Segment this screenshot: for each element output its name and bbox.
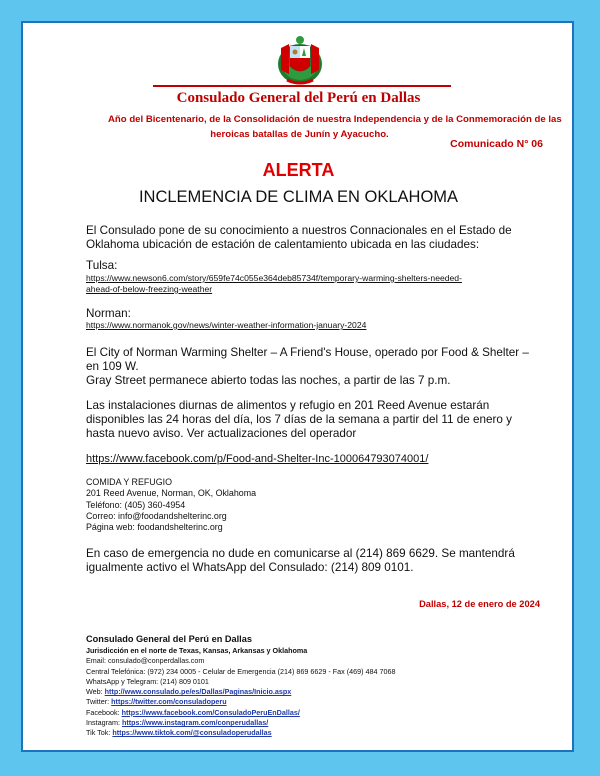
facebook-shelter-link[interactable] xyxy=(86,452,556,466)
shelter-line: El City of Norman Warming Shelter – A Friend's House, operado por Food & Shelter – xyxy=(86,346,529,359)
daytime-paragraph: Las instalaciones diurnas de alimentos y refugio en 201 Reed Avenue estarán disponibles las 24 horas del día, los 7 días de la semana a partir del 11 de enero y hasta nuevo aviso. Ver actualizaciones del operador xyxy=(86,399,512,440)
year-motto-line: heroicas batallas de Junín y Ayacucho. xyxy=(210,129,389,140)
footer-twitter-label: Twitter: xyxy=(86,697,112,707)
footer-twitter xyxy=(86,697,546,707)
intro-paragraph: El Consulado pone de su conocimiento a nuestros Connacionales en el Estado de Oklahoma ubicación de estación de calentamiento ubicada en las ciudades: xyxy=(86,224,512,251)
norman-link[interactable] xyxy=(86,320,556,331)
contact-phone: Teléfono: (405) 360-4954 xyxy=(86,499,186,510)
alert-title: ALERTA xyxy=(262,160,335,180)
tulsa-link-line[interactable]: ahead-of-below-freezing-weather xyxy=(86,284,213,294)
footer-instagram-label: Instagram: xyxy=(86,718,122,728)
footer-instagram-link[interactable]: https://www.instagram.com/conperudallas/ xyxy=(121,718,269,728)
document-date: Dallas, 12 de enero de 2024 xyxy=(419,599,540,609)
footer-facebook-label: Facebook: xyxy=(86,707,122,717)
emergency-paragraph: En caso de emergencia no dude en comunicarse al (214) 869 6629. Se mantendrá igualmente activo el WhatsApp del Consulado: (214) 809 0101. xyxy=(86,547,515,574)
contact-name: COMIDA Y REFUGIO xyxy=(86,477,172,487)
norman-link-line[interactable]: https://www.normanok.gov/news/winter-weather-information-january-2024 xyxy=(86,320,367,330)
footer-web xyxy=(86,687,546,697)
facebook-shelter-link-text[interactable]: https://www.facebook.com/p/Food-and-Shelter-Inc-100064793074001/ xyxy=(86,453,429,465)
tulsa-label: Tulsa: xyxy=(86,259,118,272)
footer-block xyxy=(86,633,546,739)
consulate-title: Consulado General del Perú en Dallas xyxy=(176,90,421,106)
shelter-line: Gray Street permanece abierto todas las noches, a partir de las 7 p.m. xyxy=(86,374,451,387)
alert-headline: INCLEMENCIA DE CLIMA EN OKLAHOMA xyxy=(138,188,459,206)
year-motto-line: Año del Bicentenario, de la Consolidación de nuestra Independencia y de la Conmemoración de las xyxy=(108,114,562,125)
header-divider xyxy=(153,85,451,87)
communique-number: Comunicado N° 06 xyxy=(450,138,543,150)
shelter-line: en 109 W. xyxy=(86,360,139,373)
footer-instagram xyxy=(86,718,546,728)
footer-twitter-link[interactable]: https://twitter.com/consuladoperu xyxy=(111,697,227,707)
document-page xyxy=(21,21,574,752)
footer-whatsapp: WhatsApp y Telegram: (214) 809 0101 xyxy=(86,676,209,686)
footer-title: Consulado General del Perú en Dallas xyxy=(86,634,252,644)
year-motto xyxy=(108,112,562,142)
peru-coat-of-arms-icon xyxy=(275,34,325,87)
shelter-paragraph xyxy=(86,346,546,388)
footer-web-link[interactable]: http://www.consulado.pe/es/Dallas/Paginas/Inicio.aspx xyxy=(104,687,292,697)
footer-jurisdiction: Jurisdicción en el norte de Texas, Kansas, Arkansas y Oklahoma xyxy=(86,646,308,655)
footer-email: Email: consulado@conperdallas.com xyxy=(86,656,205,666)
footer-tiktok-link[interactable]: https://www.tiktok.com/@consuladoperudallas xyxy=(112,728,272,738)
footer-phones: Central Telefónica: (972) 234 0005 - Celular de Emergencia (214) 869 6629 - Fax (469) 484 7068 xyxy=(86,666,396,676)
footer-tiktok-label: Tik Tok: xyxy=(86,728,113,738)
tulsa-link-line[interactable]: https://www.newson6.com/story/659fe74c055e364deb85734f/temporary-warming-shelters-needed- xyxy=(86,273,462,283)
contact-block xyxy=(86,477,256,533)
contact-web: Página web: foodandshelterinc.org xyxy=(86,522,223,533)
footer-facebook xyxy=(86,708,546,718)
footer-tiktok xyxy=(86,728,546,738)
footer-facebook-link[interactable]: https://www.facebook.com/ConsuladoPeruEnDallas/ xyxy=(121,707,300,717)
contact-email: Correo: info@foodandshelterinc.org xyxy=(86,510,227,521)
contact-address: 201 Reed Avenue, Norman, OK, Oklahoma xyxy=(86,488,257,499)
tulsa-link[interactable] xyxy=(86,273,556,295)
norman-label: Norman: xyxy=(86,307,131,320)
footer-web-label: Web: xyxy=(86,687,105,697)
